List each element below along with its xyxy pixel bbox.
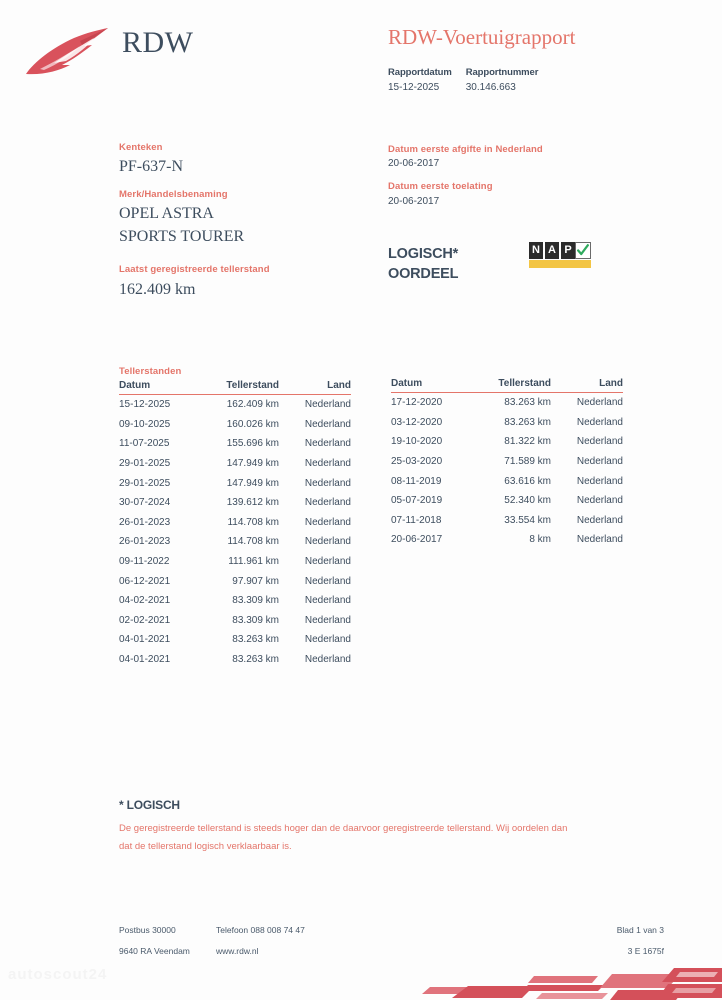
column-header-tellerstand: Tellerstand (477, 378, 551, 393)
table-row (119, 571, 351, 591)
cell-datum: 07-11-2018 (391, 514, 442, 526)
laatste-tellerstand-value: 162.409 km (119, 280, 196, 298)
rapportnummer-group (466, 67, 539, 93)
footer-formulier: 3 E 1675f (627, 946, 664, 956)
cell-land: Nederland (304, 497, 351, 509)
cell-datum: 04-02-2021 (119, 595, 171, 607)
rapportnummer-label: Rapportnummer (465, 67, 539, 78)
nap-logo (527, 242, 595, 272)
cell-datum: 15-12-2025 (119, 399, 171, 411)
cell-tellerstand: 8 km (529, 534, 551, 546)
table-row (119, 434, 351, 454)
cell-land: Nederland (304, 556, 351, 568)
footer-row-1 (119, 925, 664, 935)
nap-letter-p: P (561, 242, 575, 259)
footer-telefoon: Telefoon 088 008 74 47 (216, 925, 305, 935)
cell-tellerstand: 83.309 km (232, 614, 279, 626)
cell-tellerstand: 63.616 km (504, 475, 551, 487)
cell-tellerstand: 139.612 km (226, 497, 279, 509)
eerste-afgifte-group (388, 144, 688, 169)
table-row (119, 513, 351, 533)
cell-datum: 25-03-2020 (391, 456, 443, 468)
footer-blad: Blad 1 van 3 (616, 925, 664, 935)
verdict-block (388, 245, 688, 293)
table-row (119, 473, 351, 493)
cell-land: Nederland (304, 575, 351, 587)
table-row (119, 591, 351, 611)
table-row (119, 415, 351, 435)
rdw-brand-swoosh-graphic (422, 964, 722, 1000)
cell-land: Nederland (304, 634, 351, 646)
table-row (119, 493, 351, 513)
cell-tellerstand: 71.589 km (504, 456, 551, 468)
table-header-row (391, 378, 623, 393)
kenteken-label: Kenteken (119, 142, 163, 153)
cell-tellerstand: 114.708 km (227, 536, 279, 548)
footer-row-2 (119, 946, 664, 956)
cell-land: Nederland (576, 514, 623, 526)
cell-datum: 09-10-2025 (119, 418, 171, 430)
cell-tellerstand: 147.949 km (226, 458, 279, 470)
cell-tellerstand: 160.026 km (226, 418, 279, 430)
cell-datum: 30-07-2024 (119, 497, 171, 509)
eerste-toelating-group (388, 181, 688, 206)
verdict-line-2: OORDEEL (388, 265, 459, 282)
cell-datum: 08-11-2019 (391, 475, 442, 487)
cell-land: Nederland (576, 436, 623, 448)
table-row (119, 532, 351, 552)
report-title: RDW-Voertuigrapport (388, 25, 576, 49)
cell-tellerstand: 81.322 km (504, 436, 551, 448)
rapportdatum-value: 15-12-2025 (388, 82, 440, 93)
report-meta (388, 67, 538, 93)
tellerstanden-section-title: Tellerstanden (119, 366, 182, 377)
column-header-land: Land (551, 378, 623, 393)
eerste-afgifte-value: 20-06-2017 (388, 158, 440, 170)
cell-land: Nederland (576, 456, 623, 468)
cell-land: Nederland (304, 614, 351, 626)
cell-land: Nederland (304, 536, 351, 548)
cell-land: Nederland (304, 477, 351, 489)
table-header-row (119, 380, 351, 395)
document-header (0, 0, 722, 128)
table-row (119, 630, 351, 650)
cell-land: Nederland (304, 418, 351, 430)
cell-datum: 19-10-2020 (391, 436, 443, 448)
column-header-datum: Datum (119, 380, 205, 395)
cell-land: Nederland (576, 416, 623, 428)
vehicle-identity-block (119, 142, 379, 301)
cell-land: Nederland (304, 458, 351, 470)
cell-datum: 05-07-2019 (391, 495, 443, 507)
cell-tellerstand: 114.708 km (227, 516, 279, 528)
cell-tellerstand: 111.961 km (228, 556, 279, 568)
cell-land: Nederland (304, 654, 351, 666)
cell-datum: 02-02-2021 (119, 614, 171, 626)
cell-tellerstand: 147.949 km (226, 477, 279, 489)
table-row (119, 552, 351, 572)
document-footer (119, 925, 664, 967)
cell-datum: 29-01-2025 (119, 477, 171, 489)
table-row (391, 491, 623, 511)
nap-letter-n: N (529, 242, 543, 259)
rapportnummer-value: 30.146.663 (465, 82, 516, 93)
nap-yellow-bar (529, 260, 591, 268)
table-row (119, 611, 351, 631)
cell-datum: 04-01-2021 (119, 654, 171, 666)
cell-tellerstand: 162.409 km (226, 399, 279, 411)
odometer-table-left (119, 380, 351, 669)
column-header-datum: Datum (391, 378, 477, 393)
table-row (391, 413, 623, 433)
cell-datum: 04-01-2021 (119, 634, 171, 646)
table-row (391, 432, 623, 452)
cell-land: Nederland (576, 475, 623, 487)
cell-land: Nederland (576, 534, 623, 546)
cell-tellerstand: 52.340 km (504, 495, 551, 507)
footer-website[interactable]: www.rdw.nl (216, 946, 259, 956)
cell-tellerstand: 83.263 km (504, 416, 551, 428)
verdict-line-1: LOGISCH* (388, 246, 459, 262)
cell-tellerstand: 83.263 km (232, 634, 279, 646)
cell-tellerstand: 83.263 km (504, 397, 551, 409)
cell-datum: 26-01-2023 (119, 516, 171, 528)
footer-postbus: Postbus 30000 (119, 925, 176, 935)
cell-datum: 06-12-2021 (119, 575, 171, 587)
cell-tellerstand: 83.309 km (232, 595, 279, 607)
table-row (391, 471, 623, 491)
rapportdatum-label: Rapportdatum (388, 67, 452, 78)
laatste-tellerstand-label: Laatst geregistreerde tellerstand (119, 264, 270, 276)
cell-datum: 26-01-2023 (119, 536, 171, 548)
rdw-logo (18, 20, 208, 82)
cell-tellerstand: 97.907 km (232, 575, 279, 587)
nap-letter-a: A (545, 242, 559, 259)
table-row (391, 511, 623, 531)
table-row (119, 395, 351, 415)
table-row (119, 650, 351, 670)
column-header-land: Land (279, 380, 351, 395)
rdw-feather-logo-icon (18, 22, 116, 80)
table-row (391, 530, 623, 550)
table-row (391, 452, 623, 472)
cell-tellerstand: 83.263 km (232, 654, 279, 666)
rdw-logo-text: RDW (122, 26, 194, 59)
cell-land: Nederland (304, 595, 351, 607)
cell-datum: 29-01-2025 (119, 458, 171, 470)
table-row (119, 454, 351, 474)
rapportdatum-group (388, 67, 452, 93)
verdict-text (388, 245, 458, 284)
logisch-heading: * LOGISCH (119, 798, 180, 812)
nap-check-box (575, 242, 591, 259)
merk-value-block (119, 202, 379, 248)
merk-line-1: OPEL ASTRA (119, 204, 214, 222)
cell-tellerstand: 155.696 km (226, 438, 279, 450)
cell-datum: 09-11-2022 (119, 556, 170, 568)
cell-land: Nederland (304, 399, 351, 411)
logisch-footnote (119, 798, 664, 855)
odometer-table-right (391, 378, 623, 550)
vehicle-dates-block (388, 144, 688, 219)
cell-datum: 17-12-2020 (391, 397, 443, 409)
logisch-line-1: De geregistreerde tellerstand is steeds hoger dan de daarvoor geregistreerde tellerstand. Wij oordelen dan (119, 823, 568, 834)
source-watermark: autoscout24 (8, 966, 108, 983)
table-row (391, 393, 623, 413)
cell-tellerstand: 33.554 km (504, 514, 551, 526)
column-header-tellerstand: Tellerstand (205, 380, 279, 395)
eerste-toelating-value: 20-06-2017 (388, 195, 440, 207)
cell-land: Nederland (576, 495, 623, 507)
cell-land: Nederland (304, 438, 351, 450)
footer-plaats: 9640 RA Veendam (119, 946, 190, 956)
cell-datum: 03-12-2020 (391, 416, 443, 428)
merk-label: Merk/Handelsbenaming (119, 188, 228, 200)
logisch-line-2: dat de tellerstand logisch verklaarbaar is. (119, 840, 292, 852)
cell-land: Nederland (576, 397, 623, 409)
kenteken-value: PF-637-N (119, 158, 184, 176)
cell-land: Nederland (304, 516, 351, 528)
cell-datum: 11-07-2025 (119, 438, 170, 450)
cell-datum: 20-06-2017 (391, 534, 443, 546)
eerste-toelating-label: Datum eerste toelating (388, 181, 493, 193)
merk-line-2: SPORTS TOURER (119, 228, 245, 246)
eerste-afgifte-label: Datum eerste afgifte in Nederland (388, 144, 543, 155)
green-checkmark-icon (576, 243, 590, 258)
